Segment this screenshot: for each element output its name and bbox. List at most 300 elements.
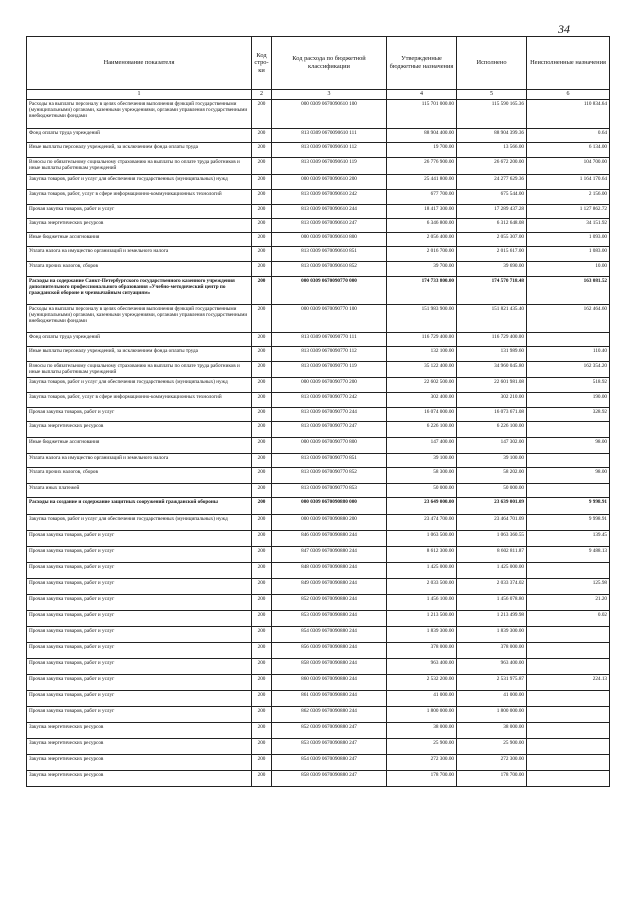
- row-name: Фонд оплаты труда учреждений: [27, 333, 252, 347]
- row-name: Прочая закупка товаров, работ и услуг: [27, 691, 252, 707]
- row-name: Фонд оплаты труда учреждений: [27, 129, 252, 143]
- table-row: [27, 723, 610, 739]
- row-line-code: 200: [252, 422, 272, 438]
- row-approved: 963 400.00: [387, 659, 457, 675]
- row-budget-code: 813 0309 0670090770 851: [272, 454, 387, 468]
- row-executed: 13 566.00: [457, 143, 527, 158]
- table-row: [27, 579, 610, 595]
- column-number: 3: [272, 90, 387, 100]
- row-executed: 1 456 078.80: [457, 595, 527, 611]
- row-remaining: [527, 739, 610, 755]
- row-budget-code: 813 0309 0670090610 112: [272, 143, 387, 158]
- row-budget-code: 852 0309 0670090880 247: [272, 723, 387, 739]
- row-approved: 116 729 400.00: [387, 333, 457, 347]
- row-executed: 1 425 000.00: [457, 563, 527, 579]
- row-approved: 23 649 000.00: [387, 498, 457, 515]
- row-name: Закупка товаров, работ и услуг для обеспечения государственных (муниципальных) нужд: [27, 175, 252, 190]
- row-budget-code: 848 0309 0670090880 244: [272, 563, 387, 579]
- row-remaining: 10.00: [527, 262, 610, 277]
- row-line-code: 200: [252, 547, 272, 563]
- row-approved: 174 733 800.00: [387, 277, 457, 305]
- row-name: Прочая закупка товаров, работ и услуг: [27, 643, 252, 659]
- row-remaining: [527, 643, 610, 659]
- row-executed: 23 639 001.09: [457, 498, 527, 515]
- row-approved: 1 800 000.00: [387, 707, 457, 723]
- row-name: Прочая закупка товаров, работ и услуг: [27, 707, 252, 723]
- row-budget-code: 813 0309 0670090770 853: [272, 484, 387, 498]
- row-remaining: 104 700.00: [527, 158, 610, 175]
- row-executed: 50 000.00: [457, 484, 527, 498]
- column-number-row: [27, 90, 610, 100]
- table-row: [27, 347, 610, 362]
- row-budget-code: 852 0309 0670090880 244: [272, 595, 387, 611]
- row-executed: 1 063 360.55: [457, 531, 527, 547]
- row-executed: 272 300.00: [457, 755, 527, 771]
- row-budget-code: 858 0309 0670090880 244: [272, 659, 387, 675]
- row-executed: 174 570 718.48: [457, 277, 527, 305]
- row-remaining: [527, 707, 610, 723]
- row-name: Взносы по обязательному социальному страхованию на выплаты по оплате труда работников и иные выплаты работникам учреждений: [27, 362, 252, 378]
- row-budget-code: 813 0309 0670090770 242: [272, 393, 387, 408]
- row-line-code: 200: [252, 659, 272, 675]
- row-line-code: 200: [252, 219, 272, 233]
- row-name: Закупка товаров, работ, услуг в сфере информационно-коммуникационных технологий: [27, 190, 252, 205]
- row-budget-code: 813 0309 0670090770 247: [272, 422, 387, 438]
- row-remaining: [527, 691, 610, 707]
- header-row: [27, 37, 610, 90]
- row-budget-code: 000 0309 0670090770 200: [272, 378, 387, 393]
- row-remaining: 1 127 862.72: [527, 205, 610, 219]
- table-row: [27, 691, 610, 707]
- row-name: Уплата налога на имущество организаций и земельного налога: [27, 247, 252, 262]
- row-remaining: 9 998.91: [527, 515, 610, 531]
- row-executed: 23 464 701.09: [457, 515, 527, 531]
- table-row: [27, 277, 610, 305]
- table-row: [27, 627, 610, 643]
- row-executed: 34 960 045.80: [457, 362, 527, 378]
- row-name: Прочая закупка товаров, работ и услуг: [27, 675, 252, 691]
- row-name: Уплата налога на имущество организаций и земельного налога: [27, 454, 252, 468]
- row-name: Закупка энергетических ресурсов: [27, 771, 252, 787]
- row-approved: 132 100.00: [387, 347, 457, 362]
- table-row: [27, 158, 610, 175]
- row-budget-code: 813 0309 0670090770 111: [272, 333, 387, 347]
- row-budget-code: 813 0309 0670090610 119: [272, 158, 387, 175]
- row-line-code: 200: [252, 175, 272, 190]
- row-budget-code: 849 0309 0670090880 244: [272, 579, 387, 595]
- row-line-code: 200: [252, 531, 272, 547]
- row-budget-code: 813 0309 0670090610 111: [272, 129, 387, 143]
- row-approved: 8 612 300.00: [387, 547, 457, 563]
- row-executed: 25 900.00: [457, 739, 527, 755]
- table-row: [27, 771, 610, 787]
- table-row: [27, 175, 610, 190]
- table-row: [27, 205, 610, 219]
- row-executed: 41 000.00: [457, 691, 527, 707]
- budget-execution-table: [26, 36, 610, 787]
- row-approved: 1 063 500.00: [387, 531, 457, 547]
- row-remaining: 9 998.91: [527, 498, 610, 515]
- row-remaining: 224.13: [527, 675, 610, 691]
- table-row: [27, 515, 610, 531]
- row-name: Закупка энергетических ресурсов: [27, 422, 252, 438]
- row-budget-code: 813 0309 0670090610 247: [272, 219, 387, 233]
- row-name: Закупка энергетических ресурсов: [27, 755, 252, 771]
- row-executed: 963 400.00: [457, 659, 527, 675]
- row-approved: 272 300.00: [387, 755, 457, 771]
- row-executed: 26 672 200.00: [457, 158, 527, 175]
- row-remaining: 34 151.92: [527, 219, 610, 233]
- table-row: [27, 438, 610, 454]
- table-row: [27, 659, 610, 675]
- row-approved: 25 900.00: [387, 739, 457, 755]
- column-header-line-code: Код стро-ки: [252, 37, 272, 90]
- row-budget-code: 000 0309 0670090770 000: [272, 277, 387, 305]
- row-approved: 39 100.00: [387, 454, 457, 468]
- row-line-code: 200: [252, 484, 272, 498]
- row-approved: 2 016 700.00: [387, 247, 457, 262]
- row-remaining: 110.40: [527, 347, 610, 362]
- row-budget-code: 000 0309 0670090770 100: [272, 305, 387, 333]
- row-approved: 38 000.00: [387, 723, 457, 739]
- row-executed: 16 073 671.08: [457, 408, 527, 422]
- row-executed: 302 210.00: [457, 393, 527, 408]
- row-remaining: [527, 627, 610, 643]
- row-line-code: 200: [252, 205, 272, 219]
- row-line-code: 200: [252, 498, 272, 515]
- row-remaining: 21.20: [527, 595, 610, 611]
- row-budget-code: 000 0309 0670090770 800: [272, 438, 387, 454]
- row-executed: 2 033 374.02: [457, 579, 527, 595]
- row-budget-code: 853 0309 0670090880 247: [272, 739, 387, 755]
- row-executed: 6 226 100.00: [457, 422, 527, 438]
- table-row: [27, 393, 610, 408]
- row-remaining: 2 156.00: [527, 190, 610, 205]
- row-line-code: 200: [252, 393, 272, 408]
- row-budget-code: 853 0309 0670090880 244: [272, 611, 387, 627]
- row-line-code: 200: [252, 305, 272, 333]
- table-row: [27, 305, 610, 333]
- row-approved: 151 983 900.00: [387, 305, 457, 333]
- column-header-remaining: Неисполненные назначения: [527, 37, 610, 90]
- row-remaining: 328.92: [527, 408, 610, 422]
- row-line-code: 200: [252, 468, 272, 484]
- table-row: [27, 333, 610, 347]
- row-budget-code: 000 0309 0670090610 100: [272, 100, 387, 129]
- row-executed: 2 015 617.00: [457, 247, 527, 262]
- row-line-code: 200: [252, 454, 272, 468]
- row-name: Закупка товаров, работ, услуг в сфере информационно-коммуникационных технологий: [27, 393, 252, 408]
- row-remaining: 1 164 170.64: [527, 175, 610, 190]
- row-name: Закупка товаров, работ и услуг для обеспечения государственных (муниципальных) нужд: [27, 515, 252, 531]
- table-row: [27, 233, 610, 247]
- row-remaining: 518.92: [527, 378, 610, 393]
- row-remaining: [527, 755, 610, 771]
- row-line-code: 200: [252, 579, 272, 595]
- row-line-code: 200: [252, 143, 272, 158]
- row-remaining: [527, 723, 610, 739]
- row-executed: 8 602 811.87: [457, 547, 527, 563]
- row-remaining: [527, 771, 610, 787]
- row-approved: 1 425 000.00: [387, 563, 457, 579]
- row-remaining: 162 464.60: [527, 305, 610, 333]
- row-approved: 677 700.00: [387, 190, 457, 205]
- row-approved: 22 602 500.00: [387, 378, 457, 393]
- row-budget-code: 813 0309 0670090770 244: [272, 408, 387, 422]
- row-line-code: 200: [252, 100, 272, 129]
- row-name: Прочая закупка товаров, работ и услуг: [27, 205, 252, 219]
- row-executed: 1 800 000.00: [457, 707, 527, 723]
- row-executed: 6 312 648.08: [457, 219, 527, 233]
- row-name: Прочая закупка товаров, работ и услуг: [27, 563, 252, 579]
- row-budget-code: 813 0309 0670090610 851: [272, 247, 387, 262]
- row-budget-code: 000 0309 0670090610 200: [272, 175, 387, 190]
- column-header-approved: Утвержденные бюджетные назначения: [387, 37, 457, 90]
- row-budget-code: 000 0309 0670090880 000: [272, 498, 387, 515]
- row-budget-code: 858 0309 0670090880 247: [272, 771, 387, 787]
- row-approved: 88 904 400.00: [387, 129, 457, 143]
- row-executed: 58 202.00: [457, 468, 527, 484]
- row-approved: 58 300.00: [387, 468, 457, 484]
- row-line-code: 200: [252, 643, 272, 659]
- row-executed: 115 590 165.36: [457, 100, 527, 129]
- row-executed: 378 000.00: [457, 643, 527, 659]
- row-approved: 6 226 100.00: [387, 422, 457, 438]
- row-budget-code: 813 0309 0670090610 244: [272, 205, 387, 219]
- row-budget-code: 861 0309 0670090880 244: [272, 691, 387, 707]
- row-budget-code: 000 0309 0670090880 200: [272, 515, 387, 531]
- row-approved: 26 776 900.00: [387, 158, 457, 175]
- table-row: [27, 408, 610, 422]
- row-remaining: 1 083.00: [527, 247, 610, 262]
- table-row: [27, 595, 610, 611]
- row-name: Уплата иных платежей: [27, 484, 252, 498]
- row-remaining: 1 093.00: [527, 233, 610, 247]
- row-line-code: 200: [252, 627, 272, 643]
- row-approved: 25 441 800.00: [387, 175, 457, 190]
- row-line-code: 200: [252, 190, 272, 205]
- row-line-code: 200: [252, 723, 272, 739]
- row-executed: 22 601 981.08: [457, 378, 527, 393]
- row-remaining: [527, 422, 610, 438]
- row-approved: 50 000.00: [387, 484, 457, 498]
- row-remaining: 110 834.64: [527, 100, 610, 129]
- table-row: [27, 422, 610, 438]
- column-header-budget-code: Код расхода по бюджетной классификации: [272, 37, 387, 90]
- column-number: 6: [527, 90, 610, 100]
- row-remaining: 98.00: [527, 468, 610, 484]
- table-row: [27, 247, 610, 262]
- column-number: 5: [457, 90, 527, 100]
- row-remaining: 98.00: [527, 438, 610, 454]
- table-row: [27, 498, 610, 515]
- row-remaining: 163 081.52: [527, 277, 610, 305]
- table-row: [27, 755, 610, 771]
- row-name: Расходы на выплаты персоналу в целях обеспечения выполнения функций государственными (муниципальными) органами, казенными учреждениями, органами управления государственными внебюджетными фондами: [27, 305, 252, 333]
- row-executed: 39 690.00: [457, 262, 527, 277]
- table-row: [27, 468, 610, 484]
- row-approved: 35 122 400.00: [387, 362, 457, 378]
- row-budget-code: 813 0309 0670090610 852: [272, 262, 387, 277]
- table-row: [27, 707, 610, 723]
- row-executed: 38 000.00: [457, 723, 527, 739]
- row-remaining: [527, 484, 610, 498]
- row-approved: 1 839 300.00: [387, 627, 457, 643]
- table-row: [27, 100, 610, 129]
- table-row: [27, 739, 610, 755]
- row-executed: 1 839 300.00: [457, 627, 527, 643]
- table-row: [27, 611, 610, 627]
- row-budget-code: 856 0309 0670090880 244: [272, 643, 387, 659]
- row-line-code: 200: [252, 277, 272, 305]
- row-budget-code: 860 0309 0670090880 244: [272, 675, 387, 691]
- row-line-code: 200: [252, 129, 272, 143]
- row-name: Уплата прочих налогов, сборов: [27, 468, 252, 484]
- row-approved: 147 400.00: [387, 438, 457, 454]
- row-budget-code: 813 0309 0670090770 112: [272, 347, 387, 362]
- row-executed: 2 055 307.00: [457, 233, 527, 247]
- row-line-code: 200: [252, 438, 272, 454]
- table-row: [27, 262, 610, 277]
- row-name: Прочая закупка товаров, работ и услуг: [27, 595, 252, 611]
- column-number: 2: [252, 90, 272, 100]
- row-approved: 41 000.00: [387, 691, 457, 707]
- row-executed: 17 289 437.28: [457, 205, 527, 219]
- table-row: [27, 563, 610, 579]
- row-executed: 131 989.60: [457, 347, 527, 362]
- row-approved: 2 532 200.00: [387, 675, 457, 691]
- row-name: Иные бюджетные ассигнования: [27, 438, 252, 454]
- row-name: Взносы по обязательному социальному страхованию на выплаты по оплате труда работников и иные выплаты работникам учреждений: [27, 158, 252, 175]
- row-executed: 675 544.00: [457, 190, 527, 205]
- page-number: 34: [558, 22, 570, 36]
- row-line-code: 200: [252, 247, 272, 262]
- row-remaining: [527, 454, 610, 468]
- row-name: Иные бюджетные ассигнования: [27, 233, 252, 247]
- row-name: Закупка энергетических ресурсов: [27, 723, 252, 739]
- row-line-code: 200: [252, 233, 272, 247]
- row-line-code: 200: [252, 408, 272, 422]
- row-budget-code: 854 0309 0670090880 244: [272, 627, 387, 643]
- row-line-code: 200: [252, 158, 272, 175]
- row-name: Расходы на содержание Санкт-Петербургского государственного казенного учреждения дополнительного профессионального образования «Учебно-методический центр по гражданской обороне и чрезвычайным ситуациям»: [27, 277, 252, 305]
- row-line-code: 200: [252, 262, 272, 277]
- row-approved: 378 000.00: [387, 643, 457, 659]
- row-name: Закупка энергетических ресурсов: [27, 219, 252, 233]
- table-row: [27, 484, 610, 498]
- table-row: [27, 643, 610, 659]
- row-line-code: 200: [252, 691, 272, 707]
- row-approved: 302 400.00: [387, 393, 457, 408]
- row-executed: 1 213 499.98: [457, 611, 527, 627]
- row-remaining: 125.98: [527, 579, 610, 595]
- row-remaining: [527, 659, 610, 675]
- table-row: [27, 378, 610, 393]
- row-line-code: 200: [252, 739, 272, 755]
- row-approved: 115 701 000.00: [387, 100, 457, 129]
- row-budget-code: 862 0309 0670090880 244: [272, 707, 387, 723]
- row-remaining: 139.45: [527, 531, 610, 547]
- row-approved: 16 074 000.00: [387, 408, 457, 422]
- row-approved: 1 213 500.00: [387, 611, 457, 627]
- row-line-code: 200: [252, 347, 272, 362]
- row-line-code: 200: [252, 755, 272, 771]
- table-row: [27, 143, 610, 158]
- row-name: Прочая закупка товаров, работ и услуг: [27, 611, 252, 627]
- row-remaining: 6 134.00: [527, 143, 610, 158]
- row-executed: 151 821 435.40: [457, 305, 527, 333]
- row-name: Прочая закупка товаров, работ и услуг: [27, 659, 252, 675]
- row-approved: 178 700.00: [387, 771, 457, 787]
- row-remaining: 190.00: [527, 393, 610, 408]
- row-name: Расходы на создание и содержание защитных сооружений гражданской обороны: [27, 498, 252, 515]
- row-executed: 39 100.00: [457, 454, 527, 468]
- row-executed: 2 531 975.87: [457, 675, 527, 691]
- row-line-code: 200: [252, 611, 272, 627]
- table-row: [27, 362, 610, 378]
- row-name: Иные выплаты персоналу учреждений, за исключением фонда оплаты труда: [27, 143, 252, 158]
- row-executed: 178 700.00: [457, 771, 527, 787]
- row-executed: 147 302.00: [457, 438, 527, 454]
- table-row: [27, 129, 610, 143]
- row-line-code: 200: [252, 515, 272, 531]
- row-name: Уплата прочих налогов, сборов: [27, 262, 252, 277]
- column-number: 1: [27, 90, 252, 100]
- row-line-code: 200: [252, 595, 272, 611]
- table-row: [27, 531, 610, 547]
- row-name: Закупка энергетических ресурсов: [27, 739, 252, 755]
- row-budget-code: 000 0309 0670090610 800: [272, 233, 387, 247]
- row-approved: 2 033 500.00: [387, 579, 457, 595]
- row-name: Прочая закупка товаров, работ и услуг: [27, 547, 252, 563]
- row-approved: 23 474 700.00: [387, 515, 457, 531]
- row-name: Расходы на выплаты персоналу в целях обеспечения выполнения функций государственными (муниципальными) органами, казенными учреждениями, органами управления государственными внебюджетными фондами: [27, 100, 252, 129]
- row-approved: 19 700.00: [387, 143, 457, 158]
- row-line-code: 200: [252, 771, 272, 787]
- row-approved: 39 700.00: [387, 262, 457, 277]
- table-row: [27, 190, 610, 205]
- table-row: [27, 454, 610, 468]
- row-remaining: [527, 333, 610, 347]
- table-row: [27, 675, 610, 691]
- row-approved: 1 456 100.00: [387, 595, 457, 611]
- row-remaining: 9 488.13: [527, 547, 610, 563]
- row-line-code: 200: [252, 707, 272, 723]
- row-remaining: 162 354.20: [527, 362, 610, 378]
- column-header-executed: Исполнено: [457, 37, 527, 90]
- row-executed: 116 729 400.00: [457, 333, 527, 347]
- row-remaining: [527, 563, 610, 579]
- table-row: [27, 547, 610, 563]
- row-line-code: 200: [252, 675, 272, 691]
- row-remaining: 0.02: [527, 611, 610, 627]
- row-budget-code: 813 0309 0670090770 852: [272, 468, 387, 484]
- row-budget-code: 854 0309 0670090880 247: [272, 755, 387, 771]
- row-approved: 2 056 400.00: [387, 233, 457, 247]
- table-body: [27, 100, 610, 787]
- column-number: 4: [387, 90, 457, 100]
- row-name: Прочая закупка товаров, работ и услуг: [27, 627, 252, 643]
- row-budget-code: 847 0309 0670090880 244: [272, 547, 387, 563]
- row-name: Закупка товаров, работ и услуг для обеспечения государственных (муниципальных) нужд: [27, 378, 252, 393]
- row-line-code: 200: [252, 333, 272, 347]
- row-name: Прочая закупка товаров, работ и услуг: [27, 531, 252, 547]
- table-row: [27, 219, 610, 233]
- row-approved: 6 346 800.00: [387, 219, 457, 233]
- row-executed: 88 904 399.36: [457, 129, 527, 143]
- row-line-code: 200: [252, 362, 272, 378]
- row-budget-code: 813 0309 0670090770 119: [272, 362, 387, 378]
